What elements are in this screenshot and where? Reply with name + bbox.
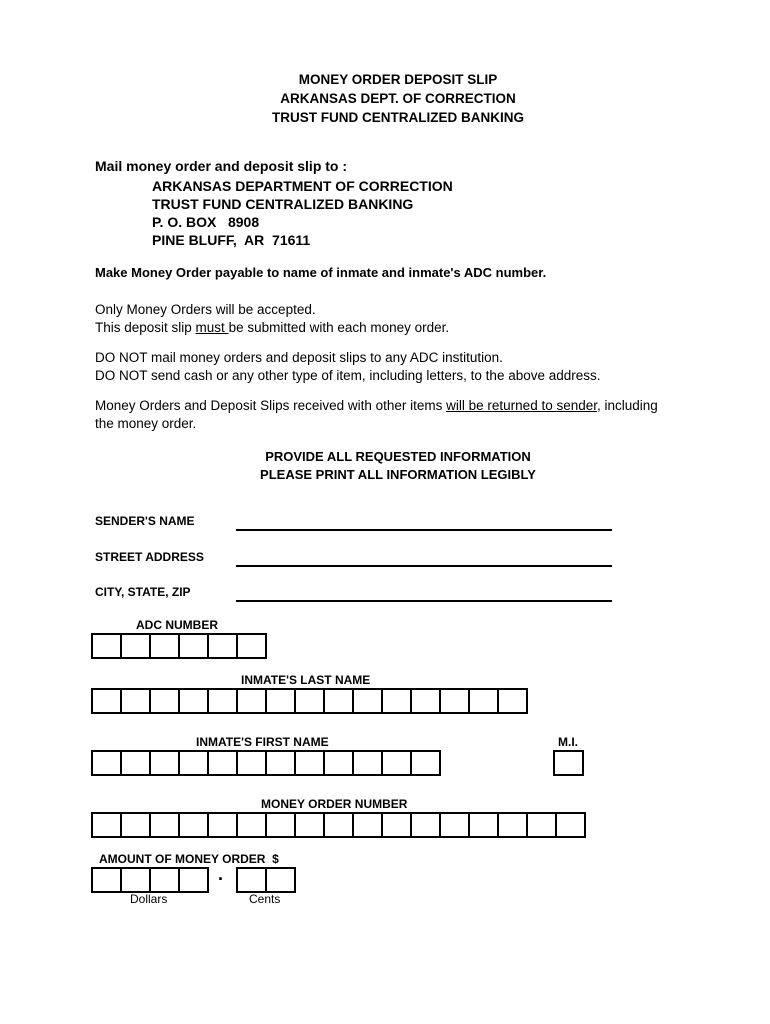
character-box[interactable] [151,867,180,893]
street-address-label: STREET ADDRESS [95,550,204,564]
character-box[interactable] [180,688,209,714]
character-box[interactable] [122,688,151,714]
street-address-field[interactable] [236,565,612,567]
character-box[interactable] [151,688,180,714]
middle-initial-box[interactable] [553,750,584,776]
middle-initial-label: M.I. [558,735,578,749]
city-state-zip-field[interactable] [236,600,612,602]
character-box[interactable] [209,633,238,659]
character-box[interactable] [412,750,441,776]
slip-text-pre: This deposit slip [95,320,196,335]
character-box[interactable] [267,867,296,893]
character-box[interactable] [122,867,151,893]
form-title: MONEY ORDER DEPOSIT SLIP [298,72,498,87]
first-name-boxes[interactable] [91,750,441,776]
character-box[interactable] [557,812,586,838]
character-box[interactable] [470,812,499,838]
character-box[interactable] [267,812,296,838]
character-box[interactable] [383,812,412,838]
mail-heading: Mail money order and deposit slip to : [95,158,348,174]
character-box[interactable] [412,688,441,714]
character-box[interactable] [555,750,584,776]
character-box[interactable] [93,633,122,659]
character-box[interactable] [499,688,528,714]
only-money-orders-text: Only Money Orders will be accepted. [95,302,316,317]
character-box[interactable] [296,750,325,776]
do-not-mail-text: DO NOT mail money orders and deposit slips to any ADC institution. [95,350,503,365]
returned-text-underlined: will be returned to sender [446,398,597,413]
address-line-1: ARKANSAS DEPARTMENT OF CORRECTION [152,178,453,194]
character-box[interactable] [151,812,180,838]
character-box[interactable] [354,750,383,776]
character-box[interactable] [412,812,441,838]
character-box[interactable] [325,688,354,714]
character-box[interactable] [122,750,151,776]
banking-title: TRUST FUND CENTRALIZED BANKING [272,110,524,125]
character-box[interactable] [238,812,267,838]
amount-label: AMOUNT OF MONEY ORDER $ [99,852,279,866]
character-box[interactable] [209,688,238,714]
address-line-3: P. O. BOX 8908 [152,214,260,230]
character-box[interactable] [93,750,122,776]
returned-text-post: , including [597,398,658,413]
first-name-label: INMATE'S FIRST NAME [196,735,329,749]
character-box[interactable] [180,812,209,838]
character-box[interactable] [151,633,180,659]
character-box[interactable] [267,688,296,714]
character-box[interactable] [441,688,470,714]
department-title: ARKANSAS DEPT. OF CORRECTION [280,91,516,106]
character-box[interactable] [354,812,383,838]
deposit-slip-required-text [95,319,449,337]
character-box[interactable] [93,688,122,714]
amount-dollars-boxes[interactable] [91,867,209,893]
print-legibly-heading: PLEASE PRINT ALL INFORMATION LEGIBLY [260,467,536,482]
address-line-4: PINE BLUFF, AR 71611 [152,232,311,248]
character-box[interactable] [238,633,267,659]
character-box[interactable] [122,812,151,838]
cents-label: Cents [249,892,281,906]
adc-number-label: ADC NUMBER [136,618,218,632]
money-order-number-label: MONEY ORDER NUMBER [261,797,408,811]
character-box[interactable] [528,812,557,838]
character-box[interactable] [325,812,354,838]
adc-number-boxes[interactable] [91,633,267,659]
character-box[interactable] [441,812,470,838]
character-box[interactable] [180,633,209,659]
character-box[interactable] [267,750,296,776]
dollars-label: Dollars [130,892,168,906]
character-box[interactable] [238,750,267,776]
character-box[interactable] [499,812,528,838]
character-box[interactable] [325,750,354,776]
last-name-label: INMATE'S LAST NAME [241,673,371,687]
address-line-2: TRUST FUND CENTRALIZED BANKING [152,196,414,212]
character-box[interactable] [383,688,412,714]
returned-warning-line-2: the money order. [95,416,197,431]
decimal-point: . [218,864,224,884]
character-box[interactable] [209,750,238,776]
character-box[interactable] [122,633,151,659]
character-box[interactable] [470,688,499,714]
payable-instruction: Make Money Order payable to name of inmate and inmate's ADC number. [95,265,547,280]
character-box[interactable] [209,812,238,838]
amount-cents-boxes[interactable] [236,867,296,893]
money-order-number-boxes[interactable] [91,812,586,838]
sender-name-label: SENDER'S NAME [95,514,195,528]
character-box[interactable] [296,688,325,714]
slip-text-post: be submitted with each money order. [228,320,450,335]
do-not-send-text: DO NOT send cash or any other type of item, including letters, to the above address. [95,368,601,383]
character-box[interactable] [180,867,209,893]
character-box[interactable] [151,750,180,776]
character-box[interactable] [354,688,383,714]
sender-name-field[interactable] [236,529,612,531]
character-box[interactable] [238,867,267,893]
provide-info-heading: PROVIDE ALL REQUESTED INFORMATION [265,449,531,464]
slip-text-must: must [195,320,229,335]
returned-text-pre: Money Orders and Deposit Slips received with other items [95,398,447,413]
last-name-boxes[interactable] [91,688,528,714]
returned-warning-text [95,397,658,415]
city-state-zip-label: CITY, STATE, ZIP [95,585,191,599]
character-box[interactable] [93,867,122,893]
character-box[interactable] [383,750,412,776]
character-box[interactable] [238,688,267,714]
character-box[interactable] [180,750,209,776]
character-box[interactable] [93,812,122,838]
character-box[interactable] [296,812,325,838]
